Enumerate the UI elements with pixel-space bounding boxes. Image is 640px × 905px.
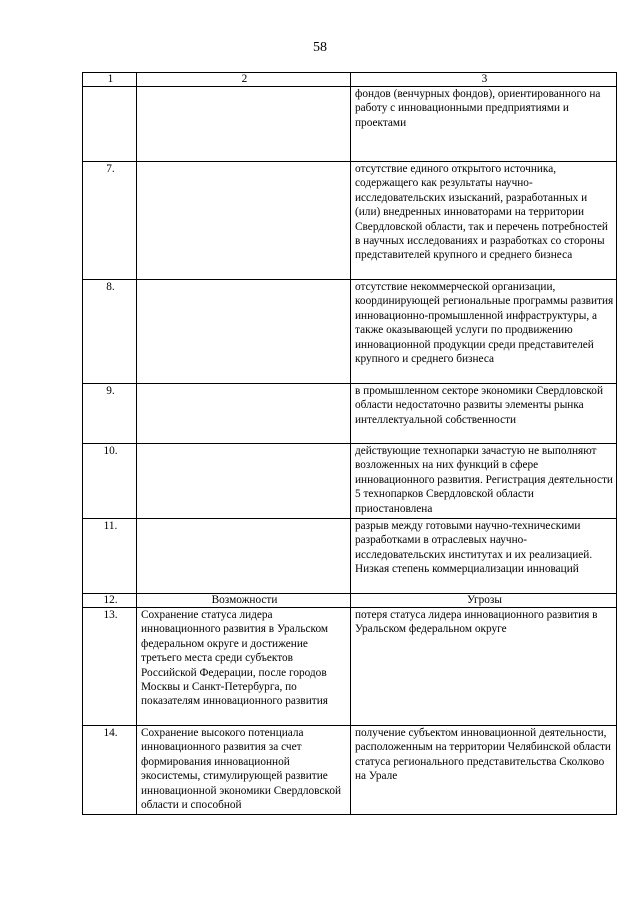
table-row bbox=[83, 608, 617, 726]
row-number: 11. bbox=[83, 519, 137, 594]
row-col3: потеря статуса лидера инновационного развития в Уральском федеральном округе bbox=[351, 608, 617, 726]
row-col2: Сохранение статуса лидера инновационного развития в Уральском федеральном округе и достижение третьего места среди субъектов Российской Федерации, после городов Москвы и Санкт-Петербурга, по показателям инновационного развития bbox=[137, 608, 351, 726]
row-col3: отсутствие некоммерческой организации, координирующей региональные программы развития инновационно-промышленной инфраструктуры, а также оказывающей услуги по продвижению инновационной продукции среди представителей крупного и среднего бизнеса bbox=[351, 280, 617, 384]
swot-table bbox=[82, 72, 617, 815]
table-row bbox=[83, 384, 617, 444]
row-col2 bbox=[137, 162, 351, 280]
row-col2: Сохранение высокого потенциала инновационного развития за счет формирования инновационной экосистемы, стимулирующей развитие инновационной экономики Свердловской области и способной bbox=[137, 726, 351, 815]
row-col2 bbox=[137, 384, 351, 444]
threats-heading: Угрозы bbox=[351, 594, 617, 608]
opportunities-heading: Возможности bbox=[137, 594, 351, 608]
table-row bbox=[83, 87, 617, 162]
section-header-row bbox=[83, 594, 617, 608]
column-header: 3 bbox=[351, 73, 617, 87]
row-col3: разрыв между готовыми научно-техническими разработками в отраслевых научно-исследовательских институтах и их реализацией. Низкая степень коммерциализации инноваций bbox=[351, 519, 617, 594]
row-number: 8. bbox=[83, 280, 137, 384]
table-row bbox=[83, 444, 617, 519]
table-row bbox=[83, 162, 617, 280]
column-header: 2 bbox=[137, 73, 351, 87]
row-col2 bbox=[137, 444, 351, 519]
table-row bbox=[83, 726, 617, 815]
table-row bbox=[83, 280, 617, 384]
row-number: 13. bbox=[83, 608, 137, 726]
page-number: 58 bbox=[313, 40, 327, 55]
row-col3: отсутствие единого открытого источника, содержащего как результаты научно-исследовательских изысканий, разработанных и (или) внедренных инноваторами на территории Свердловской области, так и перечень потребностей в научных исследованиях и разработках со стороны представителей крупного и среднего бизнеса bbox=[351, 162, 617, 280]
row-number: 14. bbox=[83, 726, 137, 815]
row-col2 bbox=[137, 519, 351, 594]
row-number bbox=[83, 87, 137, 162]
row-col2 bbox=[137, 87, 351, 162]
row-number: 7. bbox=[83, 162, 137, 280]
row-number: 10. bbox=[83, 444, 137, 519]
table-row bbox=[83, 519, 617, 594]
row-number: 9. bbox=[83, 384, 137, 444]
row-col3: действующие технопарки зачастую не выполняют возложенных на них функций в сфере инновационного развития. Регистрация деятельности 5 технопарков Свердловской области приостановлена bbox=[351, 444, 617, 519]
column-header-row bbox=[83, 73, 617, 87]
column-header: 1 bbox=[83, 73, 137, 87]
row-col3: в промышленном секторе экономики Свердловской области недостаточно развиты элементы рынка интеллектуальной собственности bbox=[351, 384, 617, 444]
row-col3: фондов (венчурных фондов), ориентированного на работу с инновационными предприятиями и проектами bbox=[351, 87, 617, 162]
row-col2 bbox=[137, 280, 351, 384]
row-col3: получение субъектом инновационной деятельности, расположенным на территории Челябинской области статуса регионального представительства Сколково на Урале bbox=[351, 726, 617, 815]
row-number: 12. bbox=[83, 594, 137, 608]
